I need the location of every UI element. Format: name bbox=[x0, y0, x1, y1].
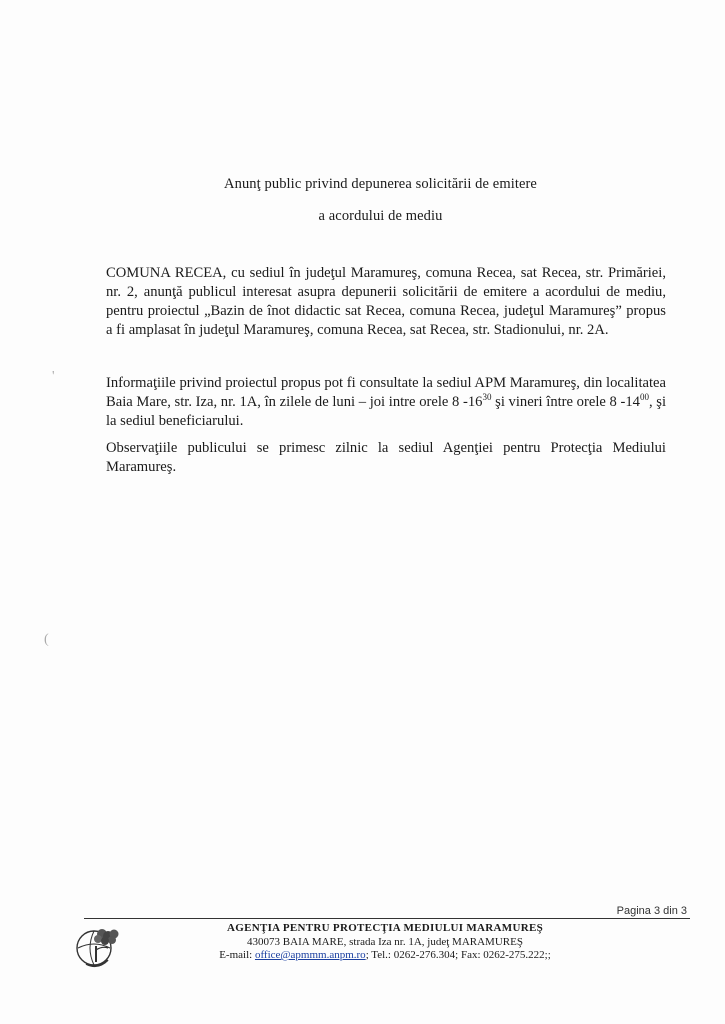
footer-email-label: E-mail: bbox=[219, 949, 255, 961]
consultation-text-c: , şi la sediul beneficiarului. bbox=[106, 394, 667, 429]
margin-scan-mark: ' bbox=[52, 369, 55, 384]
footer-email-link[interactable]: office@apmmm.anpm.ro bbox=[254, 949, 366, 961]
paragraph-observations: Observaţiile publicului se primesc zilnic la sediul Agenţiei pentru Protecţia Mediului Maramureş. bbox=[106, 440, 666, 475]
document-title-line-2: a acordului de mediu bbox=[318, 208, 443, 224]
document-title-line-1: Anunţ public privind depunerea solicitării de emitere bbox=[224, 176, 537, 192]
hours-superscript-weekday: 30 bbox=[482, 392, 492, 403]
footer-contact bbox=[150, 949, 620, 962]
footer-phone-fax: ; Tel.: 0262-276.304; Fax: 0262-275.222;; bbox=[365, 949, 551, 961]
apm-tree-globe-logo-icon bbox=[72, 920, 124, 968]
footer-address: 430073 BAIA MARE, strada Iza nr. 1A, judeţ MARAMUREŞ bbox=[247, 936, 523, 948]
paragraph-announcement: COMUNA RECEA, cu sediul în judeţul Maramureş, comuna Recea, sat Recea, str. Primăriei, nr. 2, anunţă publicul interesat asupra depunerii solicitării de emitere a acordului de mediu, pentru proiectul „Bazin de înot didactic sat Recea, comuna Recea, judeţul Maramureş” propus a fi amplasat în judeţul Maramureş, comuna Recea, sat Recea, str. Stadionului, nr. 2A. bbox=[106, 265, 666, 338]
paragraph-consultation bbox=[106, 374, 666, 431]
page-number: Pagina 3 din 3 bbox=[616, 905, 687, 917]
hours-superscript-friday: 00 bbox=[639, 392, 649, 403]
footer-divider bbox=[84, 918, 690, 919]
footer-agency-name: AGENŢIA PENTRU PROTECŢIA MEDIULUI MARAMUREŞ bbox=[226, 922, 544, 934]
consultation-text-a: Informaţiile privind proiectul propus pot fi consultate la sediul APM Maramureş, din localitatea Baia Mare, str. Iza, nr. 1A, în zilele de luni – joi intre orele 8 -16 bbox=[106, 375, 666, 410]
consultation-text-b: şi vineri între orele 8 -14 bbox=[491, 394, 640, 410]
margin-scan-mark: ( bbox=[44, 632, 49, 647]
